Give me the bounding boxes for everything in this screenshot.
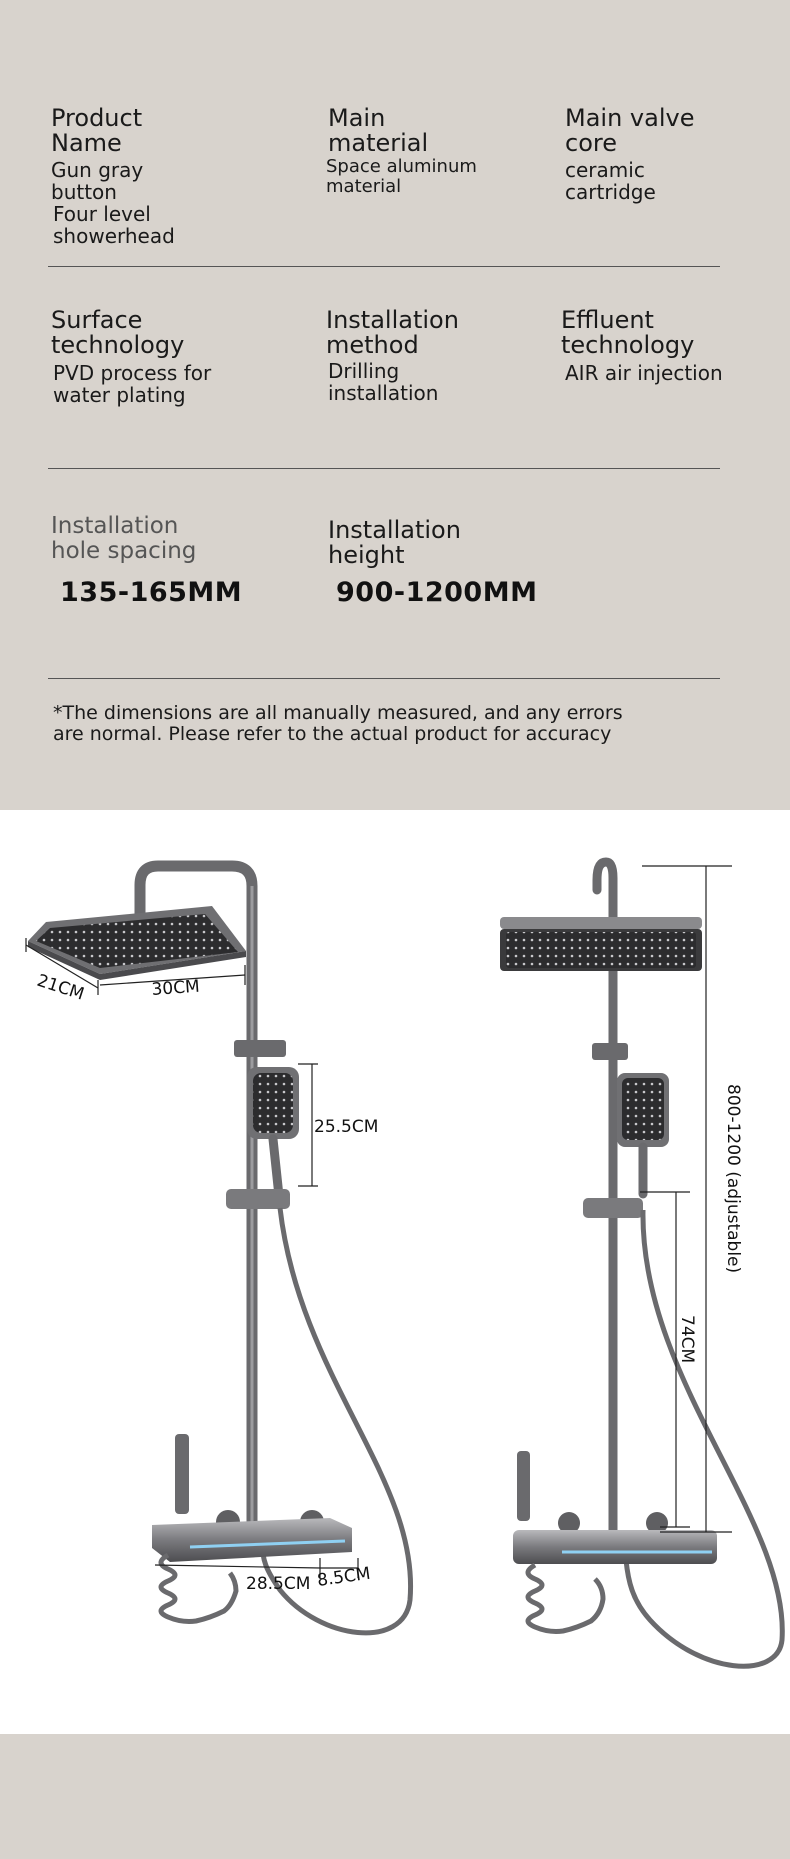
measurement-note: *The dimensions are all manually measured, and any errors are normal. Please refer to the actual product for accuracy <box>53 702 623 745</box>
effluent-technology-label: Effluent technology <box>561 306 695 359</box>
divider-2 <box>48 468 720 469</box>
installation-method-value: Drilling installation <box>328 359 439 405</box>
right-showerhead <box>500 917 702 929</box>
dim-head-width: 30CM <box>150 976 201 1000</box>
right-thermostatic-mixer <box>513 1530 717 1564</box>
right-upper-bracket <box>592 1043 628 1060</box>
installation-height-value: 900-1200MM <box>336 577 538 608</box>
dim-handheld-length: 25.5CM <box>314 1117 379 1137</box>
right-lower-bracket <box>583 1198 643 1218</box>
left-dimension-lines <box>26 938 358 1578</box>
product-name-value: Gun gray button <box>51 158 144 204</box>
hole-spacing-value: 135-165MM <box>60 577 243 608</box>
dim-head-depth: 21CM <box>34 970 87 1005</box>
left-lower-bracket <box>226 1189 290 1209</box>
hole-spacing-label: Installation hole spacing <box>51 513 197 564</box>
main-material-label: Main material <box>328 104 429 157</box>
divider-1 <box>48 266 720 267</box>
left-spout <box>175 1434 189 1514</box>
installation-height-label: Installation height <box>328 516 461 569</box>
spec-panel <box>0 0 790 810</box>
main-valve-core-label: Main valve core <box>565 104 695 157</box>
main-material-value: Space aluminum material <box>326 156 477 197</box>
left-upper-bracket <box>234 1040 286 1057</box>
product-diagram <box>0 810 790 1734</box>
shower-system-drawing <box>0 810 790 1734</box>
main-valve-core-value: ceramic cartridge <box>565 158 656 204</box>
left-thermostatic-mixer <box>152 1518 352 1562</box>
dim-mixer-width: 28.5CM <box>246 1574 311 1594</box>
dim-height-range: 800-1200 (adjustable) <box>723 1084 743 1274</box>
surface-technology-label: Surface technology <box>51 306 185 359</box>
effluent-technology-value: AIR air injection <box>565 361 723 385</box>
surface-technology-value: PVD process for water plating <box>53 361 212 407</box>
bottom-band <box>0 1734 790 1859</box>
right-coil-hose <box>528 1565 603 1632</box>
installation-method-label: Installation method <box>326 306 459 359</box>
right-hose <box>626 1210 782 1666</box>
divider-3 <box>48 678 720 679</box>
product-name-value-2: Four level showerhead <box>53 202 175 248</box>
dim-rail-length: 74CM <box>677 1315 697 1364</box>
right-spout <box>517 1451 530 1521</box>
dim-mixer-depth: 8.5CM <box>315 1563 372 1591</box>
product-name-label: Product Name <box>51 104 143 157</box>
